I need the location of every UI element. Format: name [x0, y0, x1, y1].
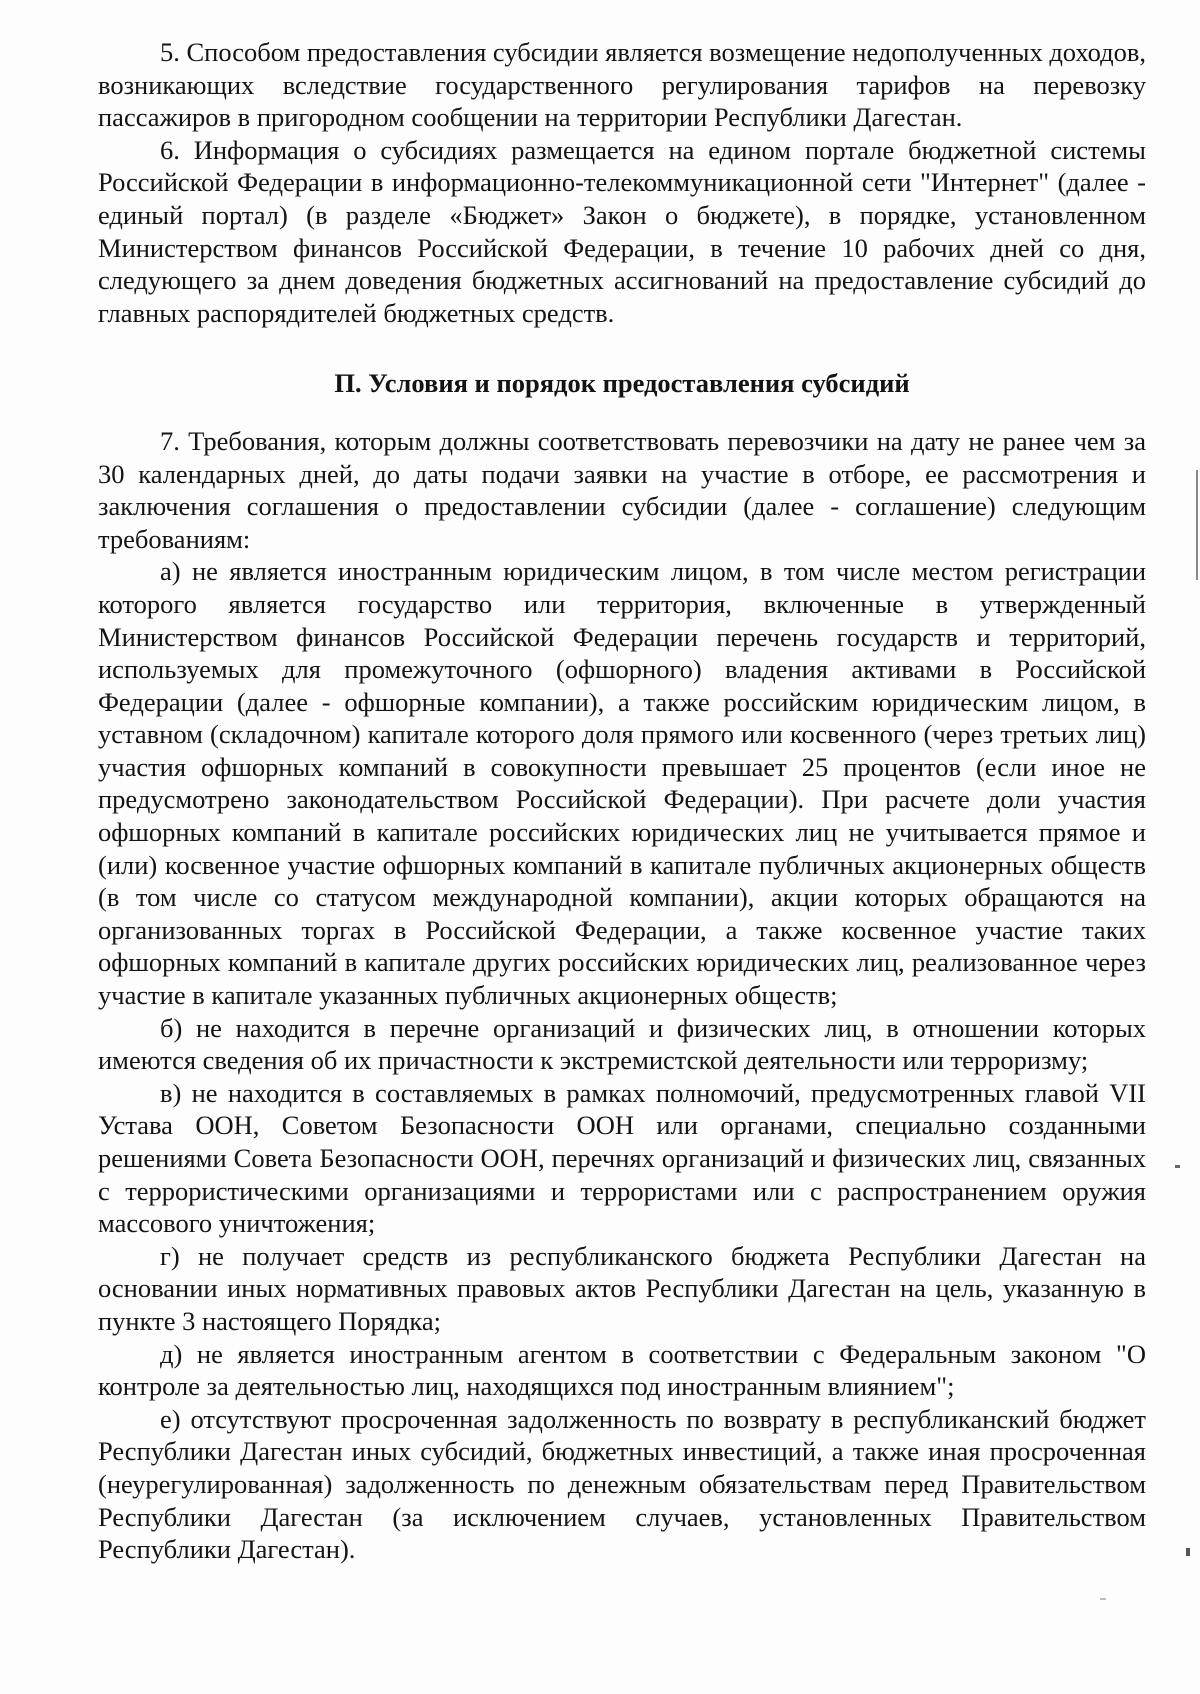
item-g: г) не получает средств из республиканского бюджета Республики Дагестан на основании иных нормативных правовых актов Республики Дагестан на цель, указанную в пункте 3 настоящего Порядка;: [98, 1240, 1146, 1336]
paragraph-6: 6. Информация о субсидиях размещается на едином портале бюджетной системы Российской Федерации в информационно-телекоммуникационной сети "Интернет" (далее - единый портал) (в разделе «Бюджет» Закон о бюджете), в порядке, установленном Министерством финансов Российской Федерации, в течение 10 рабочих дней со дня, следующего за днем доведения бюджетных ассигнований на предоставление субсидий до главных распорядителей бюджетных средств.: [98, 134, 1146, 328]
paragraph-5: 5. Способом предоставления субсидии является возмещение недополученных доходов, возникающих вследствие государственного регулирования тарифов на перевозку пассажиров в пригородном сообщении на территории Республики Дагестан.: [98, 37, 1146, 133]
scan-speck: [1186, 1548, 1190, 1556]
item-d: д) не является иностранным агентом в соответствии с Федеральным законом "О контроле за деятельностью лиц, находящихся под иностранным влиянием";: [98, 1338, 1146, 1402]
paragraph-7: 7. Требования, которым должны соответствовать перевозчики на дату не ранее чем за 30 календарных дней, до даты подачи заявки на участие в отборе, ее рассмотрения и заключения соглашения о предоставлении субсидии (далее - соглашение) следующим требованиям:: [98, 425, 1146, 554]
scan-edge-mark: [1196, 470, 1198, 580]
item-e: е) отсутствуют просроченная задолженность по возврату в республиканский бюджет Республики Дагестан иных субсидий, бюджетных инвестиций, а также иная просроченная (неурегулированная) задолженность по денежным обязательствам перед Правительством Республики Дагестан (за исключением случаев, установленных Правительством Республики Дагестан).: [98, 1403, 1146, 1565]
scan-speck: [1175, 1165, 1180, 1168]
document-body: [98, 36, 1146, 1566]
item-a: а) не является иностранным юридическим лицом, в том числе местом регистрации которого является государство или территория, включенные в утвержденный Министерством финансов Российской Федерации перечень государств и территорий, используемых для промежуточного (офшорного) владения активами в Российской Федерации (далее - офшорные компании), а также российским юридическим лицом, в уставном (складочном) капитале которого доля прямого или косвенного (через третьих лиц) участия офшорных компаний в совокупности превышает 25 процентов (если иное не предусмотрено законодательством Российской Федерации). При расчете доли участия офшорных компаний в капитале российских юридических лиц не учитывается прямое и (или) косвенное участие офшорных компаний в капитале публичных акционерных обществ (в том числе со статусом международной компании), акции которых обращаются на организованных торгах в Российской Федерации, а также косвенное участие таких офшорных компаний в капитале других российских юридических лиц, реализованное через участие в капитале указанных публичных акционерных обществ;: [98, 556, 1146, 1011]
item-b: б) не находится в перечне организаций и физических лиц, в отношении которых имеются сведения об их причастности к экстремистской деятельности или терроризму;: [98, 1012, 1146, 1076]
section-heading: П. Условия и порядок предоставления субсидий: [334, 368, 910, 399]
scan-speck: [1100, 1598, 1106, 1600]
item-v: в) не находится в составляемых в рамках полномочий, предусмотренных главой VII Устава ООН, Советом Безопасности ООН или органами, специально созданными решениями Совета Безопасности ООН, перечнях организаций и физических лиц, связанных с террористическими организациями и террористами или с распространением оружия массового уничтожения;: [98, 1077, 1146, 1239]
